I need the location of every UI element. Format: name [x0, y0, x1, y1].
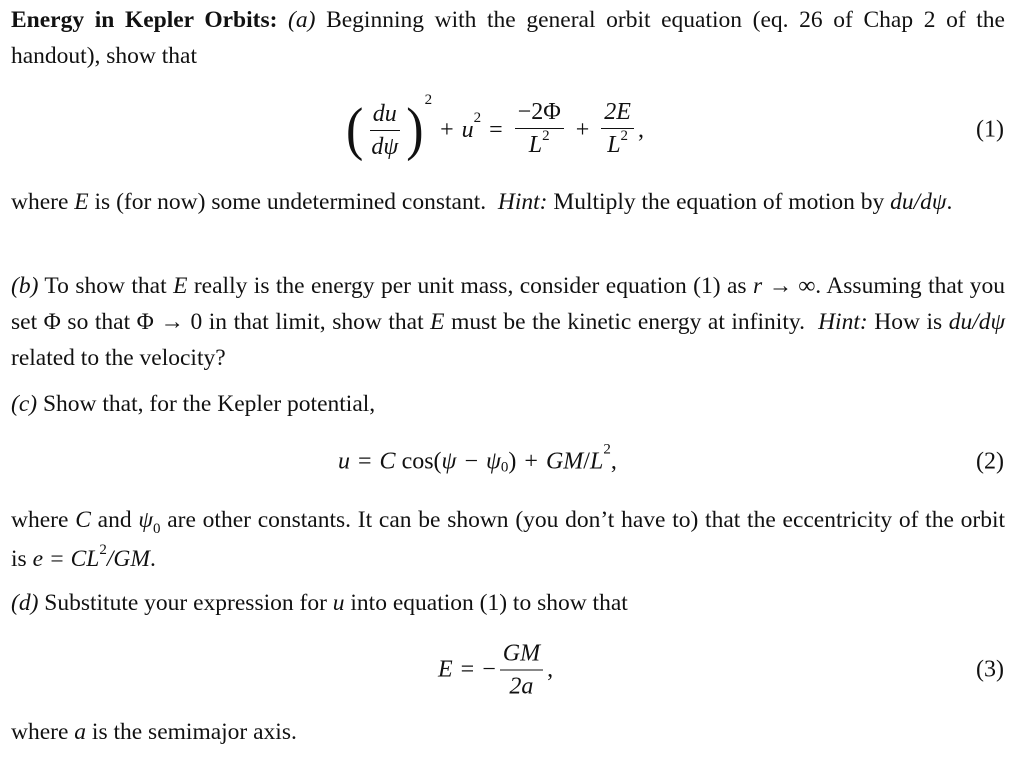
- equation-1: [0, 91, 1024, 163]
- equation-2-number: (2): [976, 448, 1004, 475]
- equation-1-number: (1): [976, 116, 1004, 143]
- part-d-label: (d): [11, 590, 39, 616]
- hint-label: Hint:: [497, 189, 548, 215]
- eq1-frac2-numerator: 2E: [601, 98, 634, 129]
- equation-2: [0, 432, 1024, 492]
- part-b-paragraph: (b) To show that E really is the energy per unit mass, consider equation (1) as r → ∞. Assuming that you set Φ so that Φ → 0 in that limit, show that E must be the kinetic energy at infinity. Hint: How is du/dψ related to the velocity?: [11, 273, 1006, 371]
- part-c-paragraph: (c) Show that, for the Kepler potential,: [11, 391, 376, 417]
- eq1-frac1-numerator: −2Φ: [515, 98, 564, 129]
- part-c-label: (c): [11, 391, 38, 417]
- part-d-paragraph: (d) Substitute your expression for u into equation (1) to show that: [11, 590, 628, 616]
- equation-1-body: ( $\frac{du}{d\psi}$ ) 2 + u 2 = $\frac{-2\Phi}{L^2}$ + $\frac{2E}{L^2}$ ,: [346, 91, 644, 163]
- part-a-text: Beginning with the general orbit equation (eq. 26 of Chap 2 of the handout), show that: [11, 7, 1005, 69]
- after-eq1-paragraph: where E is (for now) some undetermined constant. Hint: Multiply the equation of motion by du/dψ.: [11, 189, 953, 215]
- equation-3-number: (3): [976, 656, 1004, 683]
- closing-paragraph: where a is the semimajor axis.: [11, 719, 297, 745]
- equation-3-body: E = − $\frac{GM}{2a}$ ,: [438, 640, 554, 700]
- part-a-label: (a): [288, 7, 316, 33]
- part-a-paragraph: [11, 2, 1005, 74]
- eq1-lhs-numerator: du: [370, 100, 400, 131]
- equation-2-body: u = C cos( ψ − ψ 0 ) + GM / L 2 ,: [338, 441, 617, 476]
- eq1-lhs-denominator: dψ: [371, 133, 399, 160]
- after-eq2-paragraph: where C and $\psi_0$ are other constants. It can be shown (you don’t have to) that the eccentricity of the orbit is $e = CL^2/GM$.: [11, 507, 1006, 572]
- eq3-numerator: GM: [500, 640, 543, 671]
- problem-heading: Energy in Kepler Orbits:: [11, 7, 278, 33]
- part-b-label: (b): [11, 273, 39, 299]
- eq1-lhs-power: 2: [424, 91, 433, 108]
- equation-3: [0, 640, 1024, 700]
- eq3-denominator: 2a: [509, 673, 534, 700]
